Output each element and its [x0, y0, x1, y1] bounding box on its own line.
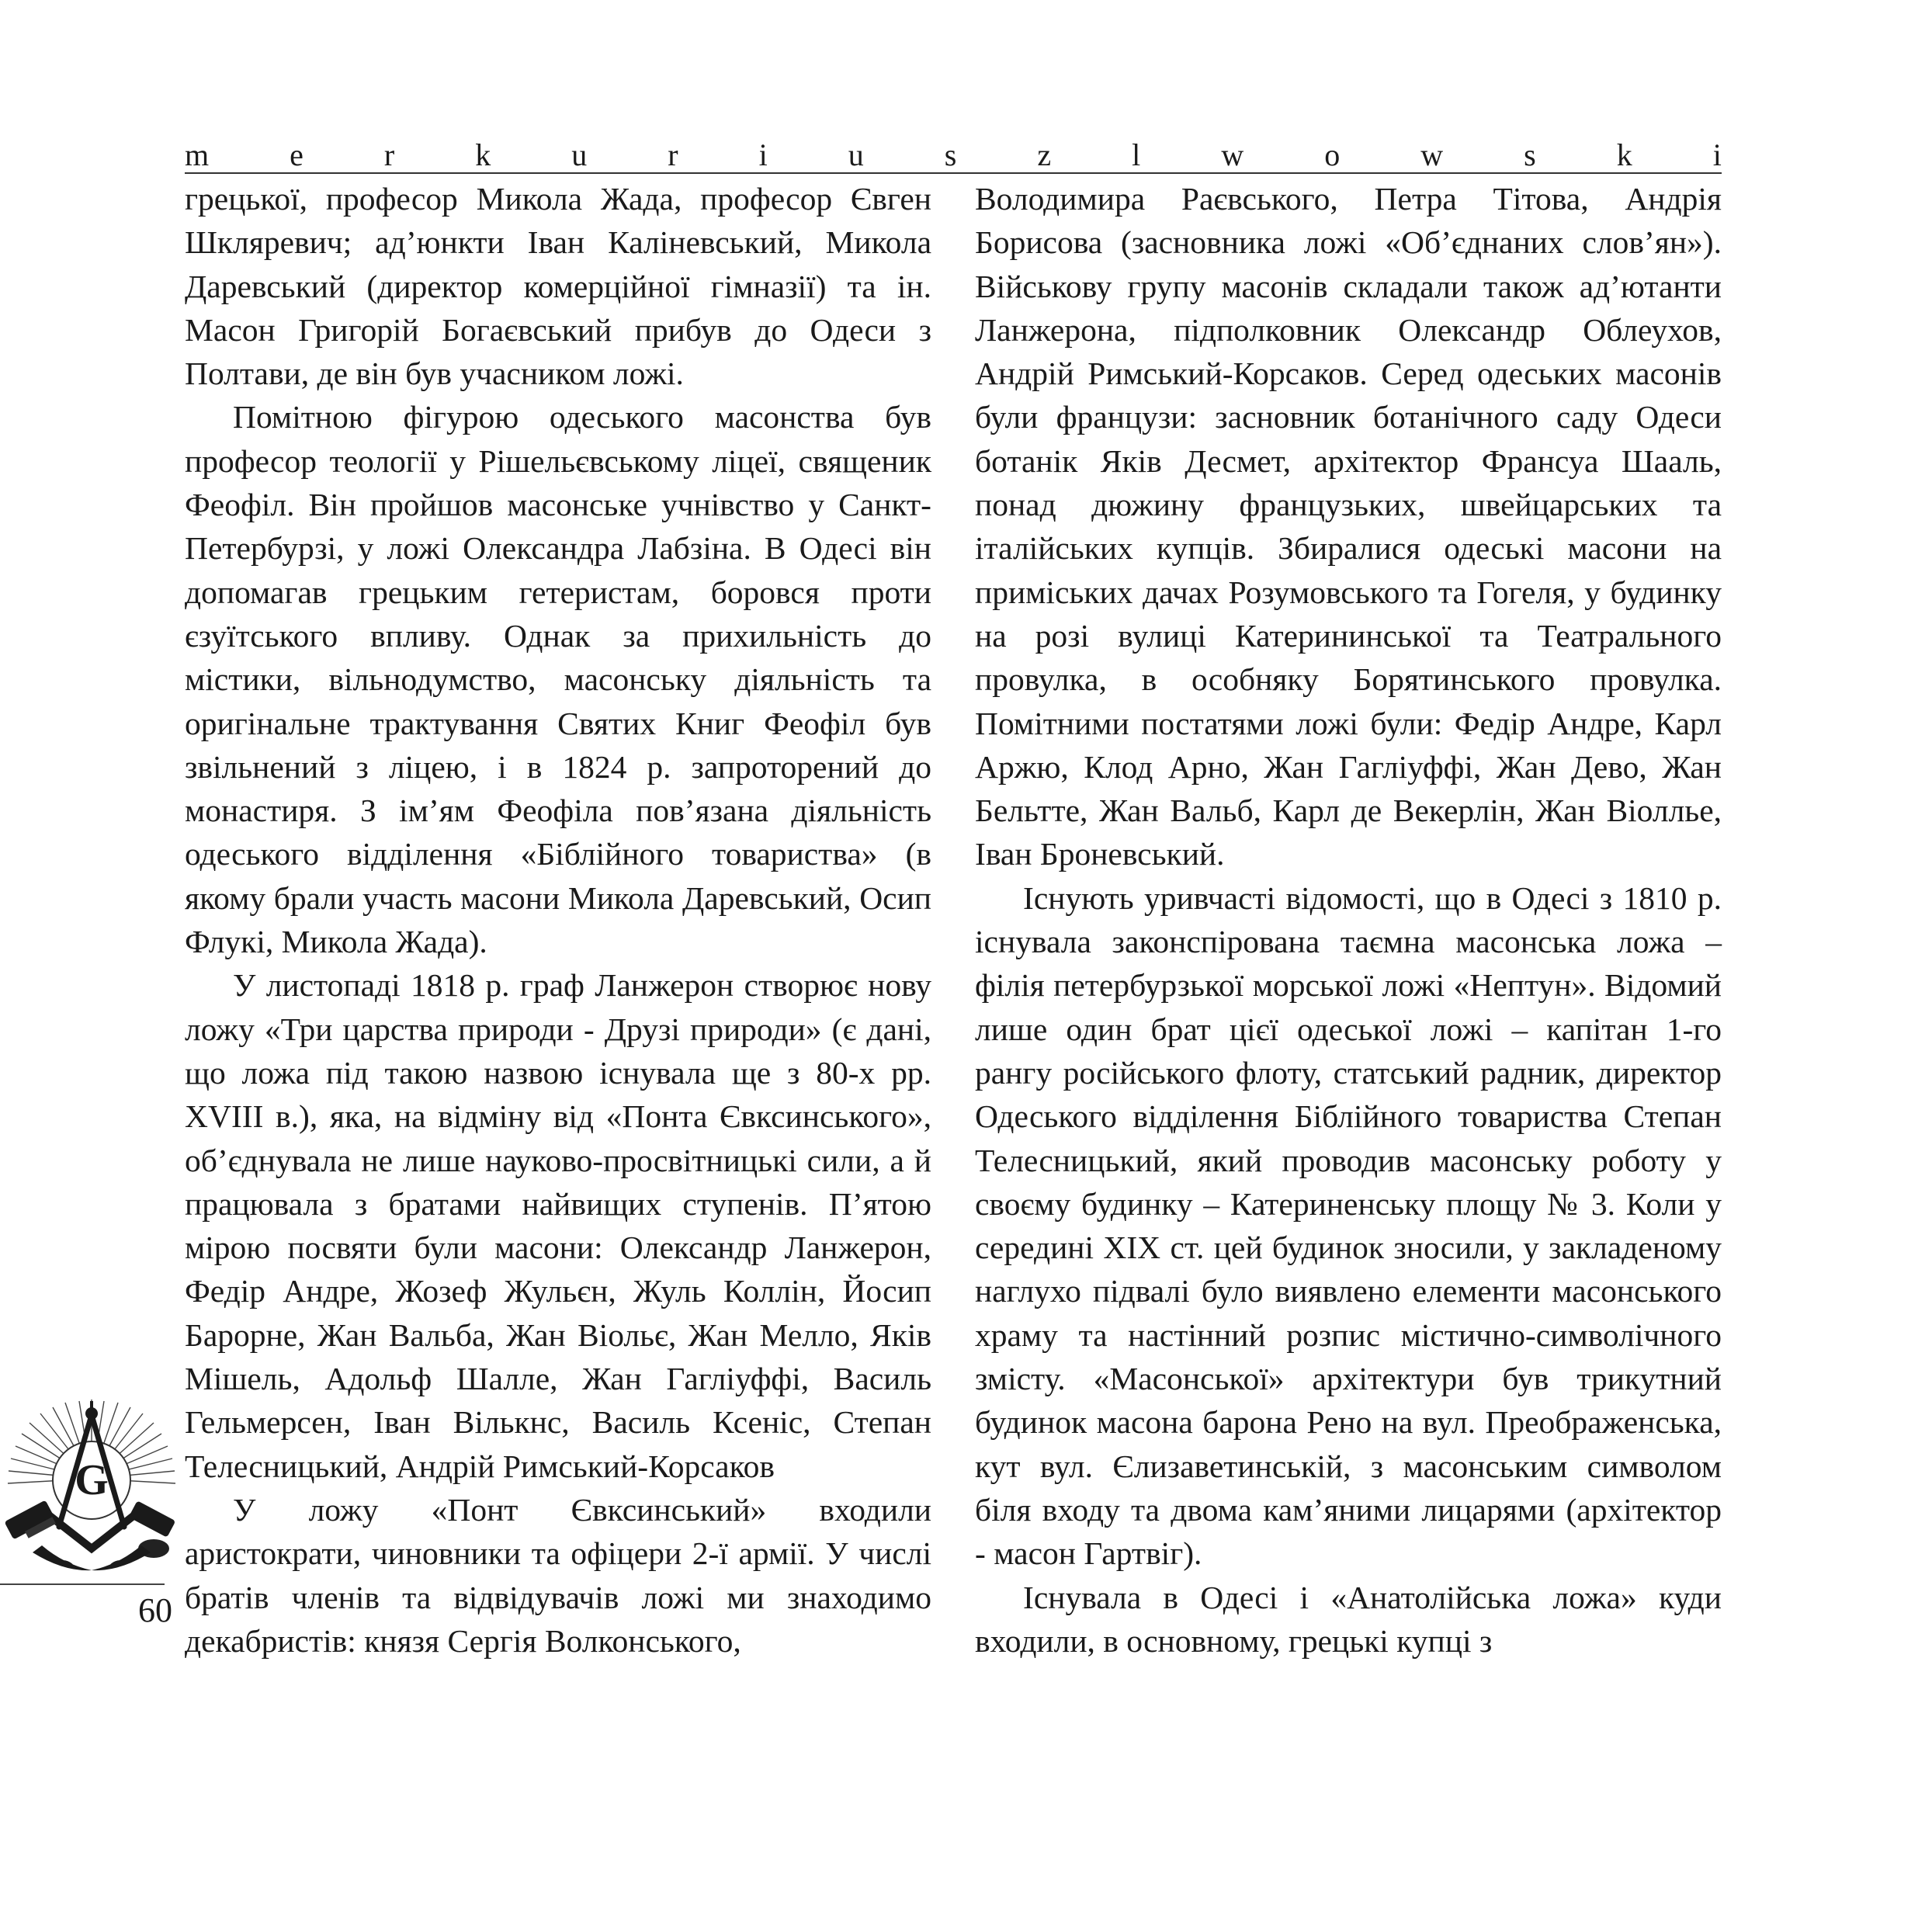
- header-letter: k: [475, 137, 491, 172]
- header-letter: r: [383, 137, 395, 172]
- header-letter: i: [1712, 137, 1722, 172]
- header-letter: l: [1132, 137, 1141, 172]
- header-letter: w: [1221, 137, 1244, 172]
- header-letter: w: [1420, 137, 1444, 172]
- masonic-emblem-icon: [2, 1393, 182, 1573]
- header-letter: i: [758, 137, 768, 172]
- header-letter: e: [290, 137, 304, 172]
- header-letter: u: [848, 137, 864, 172]
- left-text-column: [185, 177, 931, 1663]
- header-letter: z: [1037, 137, 1052, 172]
- paragraph: грецької, професор Микола Жада, професор Євген Шклярeвич; ад’юнкти Іван Каліневський, Микола Даревський (директор комерційної гімназії) та ін. Масон Григорій Богаєвський прибув до Одеси з Полтави, де він був учасником ложі.: [185, 181, 931, 392]
- header-letter: o: [1324, 137, 1341, 172]
- paragraph: У ложу «Понт Євксинський» входили аристократи, чиновники та офіцери 2-ї армії. У числі братів членів та відвідувачів ложі ми знаходимо декабристів: князя Сергія Волконського,: [185, 1491, 931, 1659]
- header-letter: r: [668, 137, 678, 172]
- paragraph: Існують уривчасті відомості, що в Одесі з 1810 р. існувала законспірована таємна масонська ложа – філія петербурзької морської ложі «Нептун». Відомий лише один брат цієї одеської ложі – капітан 1-го рангу російського флоту, статський радник, директор Одеського відділення Біблійного товариства Степан Телесницький, який проводив масонську роботу у своєму будинку – Катериненську площу № 3. Коли у середині XIX ст. цей будинок зносили, у закладеному наглухо підвалі було виявлено елементи масонського храму та настінний розпис містично-символічного змісту. «Масонської» архітектури був трикутний будинок масона барона Рено на вул. Преображенська, кут вул. Єлизаветинській, з масонським символом біля входу та двома кам’яними лицарями (архітектор - масон Гартвіг).: [975, 879, 1722, 1572]
- header-letter: k: [1616, 137, 1632, 172]
- header-letter: u: [571, 137, 588, 172]
- paragraph: Існувала в Одесі і «Анатолійська ложа» куди входили, в основному, грецькі купці з: [975, 1579, 1722, 1659]
- header-letter: s: [944, 137, 957, 172]
- right-text-column: [975, 177, 1722, 1663]
- header-letter: m: [185, 137, 210, 172]
- page-number: 60: [138, 1591, 172, 1629]
- header-letter: s: [1524, 137, 1536, 172]
- paragraph: Помітною фігурою одеського масонства був професор теології у Рішельєвському ліцеї, священик Феофіл. Він пройшов масонське учнівство у Санкт-Петербурзі, у ложі Олександра Лабзіна. В Одесі він допомагав грецьким гетеристам, боровся проти єзуїтського впливу. Однак за прихильність до містики, вільнодумство, масонську діяльність та оригінальне трактування Святих Книг Феофіл був звільнений з ліцею, і в 1824 р. запроторений до монастиря. З ім’ям Феофіла пов’язана діяльність одеського відділення «Біблійного товариства» (в якому брали участь масони Микола Даревський, Осип Флукі, Микола Жада).: [185, 399, 931, 960]
- running-header: [185, 132, 1722, 171]
- paragraph: Володимира Раєвського, Петра Тітова, Андрія Борисова (засновника ложі «Об’єднаних слов’ян»). Військову групу масонів складали також ад’ютанти Ланжерона, підполковник Олександр Облеухов, Андрій Римський-Корсаков. Серед одеських масонів були французи: засновник ботанічного саду Одеси ботанік Яків Десмет, архітектор Франсуа Шааль, понад дюжину французьких, швейцарських та італійських купців. Збиралися одеські масони на приміських дачах Розумовського та Гогеля, у будинку на розі вулиці Катерининської та Театрального провулка, в особняку Борятинського провулка. Помітними постатями ложі були: Федір Андре, Карл Аржю, Клод Арно, Жан Гаглiуффі, Жан Дево, Жан Бельтте, Жан Вальб, Карл де Векерлін, Жан Віоллье, Іван Броневський.: [975, 181, 1722, 872]
- emblem-letter: G: [75, 1456, 109, 1504]
- header-rule: [185, 172, 1722, 174]
- paragraph: У листопаді 1818 р. граф Ланжерон створює нову ложу «Три царства природи - Друзі природи» (є дані, що ложа під такою назвою існувала ще з 80-х рр. XVIII в.), яка, на відміну від «Понта Євксинського», об’єднувала не лише науково-просвітницькі сили, а й працювала з братами найвищих ступенів. П’ятою мірою посвяти були масони: Олександр Ланжерон, Федір Андре, Жозеф Жульєн, Жуль Коллін, Йосип Барорне, Жан Вальба, Жан Віольє, Жан Мелло, Яків Мішель, Адольф Шалле, Жан Гаглiуффі, Василь Гельмерсен, Іван Вількнс, Василь Ксеніс, Степан Телесницький, Андрій Римський-Корсаков: [185, 967, 931, 1484]
- folio-rule: [0, 1583, 165, 1585]
